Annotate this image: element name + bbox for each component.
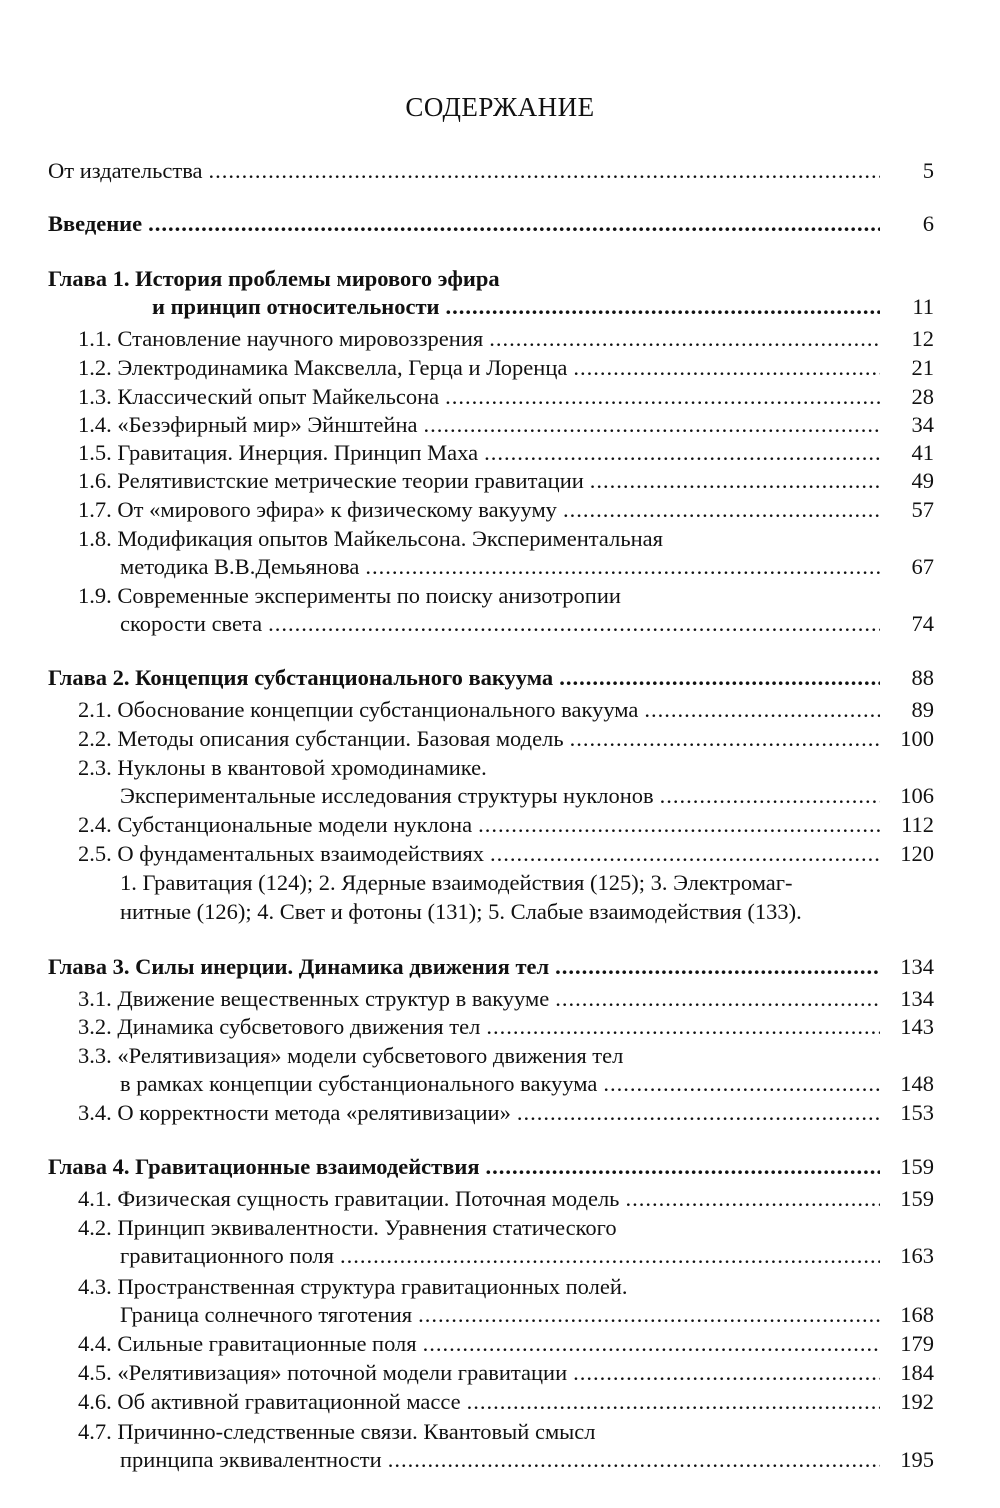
page-number: 5 <box>922 158 934 183</box>
leader-dots <box>573 354 880 382</box>
page-number: 163 <box>900 1243 934 1268</box>
page-number: 134 <box>900 954 934 979</box>
toc-entry[interactable] <box>78 1388 884 1416</box>
toc-entry[interactable] <box>120 610 884 638</box>
toc-entry[interactable] <box>120 1242 884 1270</box>
page-number: 143 <box>900 1014 934 1039</box>
leader-dots <box>445 293 880 321</box>
entry-title-line[interactable]: 4.3. Пространственная структура гравитационных полей. <box>78 1274 628 1299</box>
page-number: 192 <box>900 1389 934 1414</box>
page-number: 67 <box>911 554 934 579</box>
toc-entry[interactable] <box>48 953 884 981</box>
entry-title: 1.6. Релятивистские метрические теории гравитации <box>78 468 584 493</box>
leader-dots <box>484 439 880 467</box>
leader-dots <box>555 953 880 981</box>
page-number: 148 <box>900 1071 934 1096</box>
entry-title: 2.5. О фундаментальных взаимодействиях <box>78 841 485 866</box>
leader-dots <box>644 696 880 724</box>
page-number: 106 <box>900 783 934 808</box>
leader-dots <box>590 467 880 495</box>
leader-dots <box>563 496 880 524</box>
page-number: 120 <box>900 841 934 866</box>
entry-title: 4.5. «Релятивизация» поточной модели гравитации <box>78 1360 568 1385</box>
toc-entry[interactable] <box>78 840 884 868</box>
page-number: 11 <box>912 294 934 319</box>
toc-entry[interactable] <box>78 985 884 1013</box>
toc-entry[interactable] <box>78 696 884 724</box>
leader-dots <box>148 210 880 238</box>
leader-dots <box>486 1013 880 1041</box>
entry-title: принципа эквивалентности <box>120 1447 382 1472</box>
leader-dots <box>445 383 880 411</box>
entry-title: методика В.В.Демьянова <box>120 554 360 579</box>
entry-title: 1.7. От «мирового эфира» к физическому вакууму <box>78 497 557 522</box>
entry-title-line[interactable]: 2.3. Нуклоны в квантовой хромодинамике. <box>78 755 487 780</box>
entry-title: в рамках концепции субстанционального вакуума <box>120 1071 598 1096</box>
toc-entry[interactable] <box>78 383 884 411</box>
page-number: 88 <box>911 665 934 690</box>
toc-entry[interactable] <box>48 1153 884 1181</box>
page-number: 179 <box>900 1331 934 1356</box>
toc-entry[interactable] <box>120 1301 884 1329</box>
page-number: 6 <box>922 211 934 236</box>
entry-title: 4.1. Физическая сущность гравитации. Поточная модель <box>78 1186 620 1211</box>
toc-entry[interactable] <box>120 553 884 581</box>
leader-dots <box>570 725 880 753</box>
entry-title-line[interactable]: 3.3. «Релятивизация» модели субсветового движения тел <box>78 1043 624 1068</box>
chapter-heading: Глава 4. Гравитационные взаимодействия <box>48 1154 480 1179</box>
toc-entry[interactable] <box>48 664 884 692</box>
page-number: 12 <box>911 326 934 351</box>
leader-dots <box>209 157 880 185</box>
toc-entry[interactable] <box>78 354 884 382</box>
entry-title: 1.1. Становление научного мировоззрения <box>78 326 484 351</box>
entry-title: 1.5. Гравитация. Инерция. Принцип Маха <box>78 440 479 465</box>
toc-entry[interactable] <box>78 725 884 753</box>
leader-dots <box>573 1359 880 1387</box>
leader-dots <box>625 1185 880 1213</box>
page-number: 195 <box>900 1447 934 1472</box>
entry-title: скорости света <box>120 611 263 636</box>
entry-title-line[interactable]: 4.2. Принцип эквивалентности. Уравнения статического <box>78 1215 617 1240</box>
page-number: 153 <box>900 1100 934 1125</box>
leader-dots <box>467 1388 880 1416</box>
entry-title: 2.2. Методы описания субстанции. Базовая модель <box>78 726 564 751</box>
leader-dots <box>555 985 880 1013</box>
chapter-heading: Глава 2. Концепция субстанционального вакуума <box>48 665 554 690</box>
toc-entry[interactable] <box>48 157 884 185</box>
toc-entry[interactable] <box>78 496 884 524</box>
toc-entry[interactable] <box>78 1359 884 1387</box>
toc-entry[interactable] <box>78 439 884 467</box>
toc-entry[interactable] <box>78 1330 884 1358</box>
leader-dots <box>340 1242 880 1270</box>
toc-entry[interactable] <box>78 811 884 839</box>
entry-title: От издательства <box>48 158 203 183</box>
leader-dots <box>268 610 880 638</box>
leader-dots <box>517 1099 880 1127</box>
toc-entry[interactable] <box>78 1099 884 1127</box>
page-number: 168 <box>900 1302 934 1327</box>
page-number: 159 <box>900 1154 934 1179</box>
entry-title: 1.2. Электродинамика Максвелла, Герца и Лоренца <box>78 355 568 380</box>
entry-title: 3.1. Движение вещественных структур в вакууме <box>78 986 550 1011</box>
page-number: 184 <box>900 1360 934 1385</box>
entry-title: 4.4. Сильные гравитационные поля <box>78 1331 417 1356</box>
toc-entry[interactable] <box>120 1070 884 1098</box>
chapter-heading[interactable]: Глава 1. История проблемы мирового эфира <box>48 266 500 291</box>
entry-title: и принцип относительности <box>152 294 440 319</box>
entry-title: 1.3. Классический опыт Майкельсона <box>78 384 440 409</box>
entry-title: 2.1. Обоснование концепции субстанционального вакуума <box>78 697 639 722</box>
leader-dots <box>365 553 880 581</box>
leader-dots <box>418 1301 880 1329</box>
entry-title-line[interactable]: 4.7. Причинно-следственные связи. Квантовый смысл <box>78 1419 596 1444</box>
entry-title: Введение <box>48 211 143 236</box>
leader-dots <box>423 411 880 439</box>
page-number: 41 <box>911 440 934 465</box>
leader-dots <box>490 840 880 868</box>
page-number: 159 <box>900 1186 934 1211</box>
sub-topics-line: 1. Гравитация (124); 2. Ядерные взаимодействия (125); 3. Электромаг- <box>120 870 793 895</box>
leader-dots <box>489 325 880 353</box>
leader-dots <box>660 782 880 810</box>
entry-title-line[interactable]: 1.8. Модификация опытов Майкельсона. Экспериментальная <box>78 526 663 551</box>
page-number: 49 <box>911 468 934 493</box>
entry-title: Граница солнечного тяготения <box>120 1302 413 1327</box>
page-number: 89 <box>911 697 934 722</box>
entry-title: 2.4. Субстанциональные модели нуклона <box>78 812 473 837</box>
leader-dots <box>559 664 880 692</box>
toc-entry[interactable] <box>78 467 884 495</box>
leader-dots <box>603 1070 880 1098</box>
leader-dots <box>423 1330 880 1358</box>
toc-entry[interactable] <box>48 210 884 238</box>
toc-entry[interactable] <box>78 325 884 353</box>
toc-entry[interactable] <box>78 1185 884 1213</box>
toc-entry[interactable] <box>78 411 884 439</box>
toc-entry[interactable] <box>120 1446 884 1474</box>
page-title: СОДЕРЖАНИЕ <box>405 92 595 122</box>
entry-title: 3.2. Динамика субсветового движения тел <box>78 1014 481 1039</box>
chapter-heading: Глава 3. Силы инерции. Динамика движения тел <box>48 954 550 979</box>
leader-dots <box>478 811 880 839</box>
page-number: 28 <box>911 384 934 409</box>
page-number: 74 <box>911 611 934 636</box>
entry-title: гравитационного поля <box>120 1243 335 1268</box>
toc-entry[interactable] <box>152 293 884 321</box>
entry-title: 3.4. О корректности метода «релятивизации» <box>78 1100 511 1125</box>
page-number: 57 <box>911 497 934 522</box>
page-number: 21 <box>911 355 934 380</box>
page-number: 100 <box>900 726 934 751</box>
leader-dots <box>486 1153 880 1181</box>
leader-dots <box>388 1446 880 1474</box>
toc-entry[interactable] <box>120 782 884 810</box>
entry-title: Экспериментальные исследования структуры нуклонов <box>120 783 654 808</box>
page-number: 34 <box>911 412 934 437</box>
entry-title: 4.6. Об активной гравитационной массе <box>78 1389 461 1414</box>
entry-title: 1.4. «Безэфирный мир» Эйнштейна <box>78 412 418 437</box>
toc-entry[interactable] <box>78 1013 884 1041</box>
entry-title-line[interactable]: 1.9. Современные эксперименты по поиску анизотропии <box>78 583 621 608</box>
sub-topics-line: нитные (126); 4. Свет и фотоны (131); 5. Слабые взаимодействия (133). <box>120 899 802 924</box>
page-number: 134 <box>900 986 934 1011</box>
page-number: 112 <box>901 812 934 837</box>
